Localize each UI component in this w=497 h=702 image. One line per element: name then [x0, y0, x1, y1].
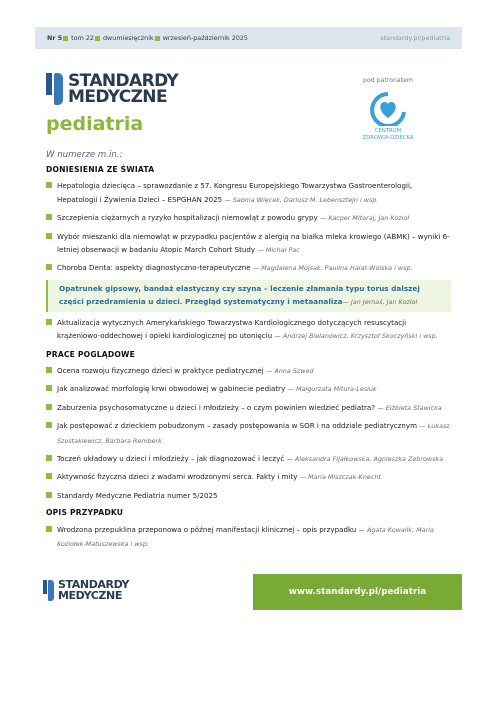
bullet-square-icon [46, 526, 52, 532]
journal-name: pediatria [46, 113, 144, 135]
section-title: PRACE POGLĄDOWE [46, 349, 135, 359]
article-title: Szczepienia ciężarnych a ryzyko hospitalizacji niemowląt z powodu grypy [57, 213, 318, 223]
top-info-bar [35, 27, 462, 49]
article-title: Aktualizacja wytycznych Amerykańskiego Towarzystwa Kardiologicznego dotyczących resuscytacji krążeniowo-oddechowej i opieki kardiologicznej po utonięciu [57, 317, 407, 341]
article-item[interactable] [46, 470, 451, 484]
patron-org-line1: CENTRUM [374, 128, 402, 134]
article-title: Choroba Denta: aspekty diagnostyczno-terapeutyczne [57, 263, 251, 273]
article-title: Wybór mieszanki dla niemowląt w przypadku pacjentów z alergią na białka mleka krowiego (ABMK) – wyniki 6-letniej obserwacji w badaniu Atopic March Cohort Study [57, 231, 450, 255]
bullet-square-icon [46, 385, 52, 391]
article-item[interactable] [46, 261, 451, 275]
featured-article-authors: — Jan Jernaś, Jan Kozioł [342, 298, 418, 307]
article-authors: — Małgorzata Mitura-Lesiuk [287, 385, 377, 394]
bullet-square-icon [46, 492, 52, 498]
heart-logo-icon [368, 90, 408, 126]
separator-square-icon [95, 36, 100, 41]
article-item[interactable] [46, 401, 451, 415]
article-item[interactable] [46, 230, 451, 258]
bullet-square-icon [46, 473, 52, 479]
patronage-block [356, 77, 420, 142]
bullet-square-icon [46, 455, 52, 461]
article-item[interactable] [46, 523, 451, 552]
article-authors: — Maria Miszczak-Knecht [299, 473, 381, 482]
site-url[interactable]: standardy.pl/pediatria [380, 34, 450, 42]
section-title: OPIS PRZYPADKU [46, 508, 124, 518]
article-authors: — Magdalena Mojsak, Paulina Halat-Wolska i wsp. [252, 264, 413, 273]
footer-logo [43, 580, 129, 601]
volume: tom 22 [71, 34, 94, 42]
article-item[interactable] [46, 211, 451, 225]
article-item[interactable] [46, 179, 451, 207]
in-this-issue-heading: W numerze m.in.: [46, 150, 123, 160]
article-title: Jak analizować morfologię krwi obwodowej w gabinecie pediatry [57, 384, 286, 394]
article-authors: — Michał Pac [257, 246, 300, 255]
article-title: Toczeń układowy u dzieci i młodzieży – jak diagnozować i leczyć [57, 454, 285, 463]
article-title: Standardy Medyczne Pediatria numer 5/2025 [57, 490, 218, 500]
article-title: Wrodzona przepuklina przeponowa o późnej manifestacji klinicznej – opis przypadku [57, 524, 357, 534]
article-authors: — Anna Szwed [266, 366, 314, 375]
footer-logo-line2: MEDYCZNE [58, 588, 122, 602]
article-item[interactable] [46, 419, 451, 448]
article-title: Aktywność fizyczna dzieci z wadami wrodzonymi serca. Fakty i mity [57, 472, 298, 482]
bullet-square-icon [46, 182, 52, 188]
separator-square-icon [155, 36, 160, 41]
patronage-label: pod patronatem [363, 77, 413, 84]
bullet-square-icon [46, 422, 52, 428]
table-of-contents [46, 163, 451, 555]
article-authors: — Agata Kowalik, Maria Koziołek-Matuszewska i wsp. [57, 525, 434, 549]
logo-mark-icon [43, 580, 54, 601]
featured-article[interactable] [46, 280, 451, 312]
standardy-medyczne-logo [46, 73, 178, 105]
frequency: dwumiesięcznik [102, 34, 154, 42]
issue-number: Nr 5 [47, 34, 63, 42]
article-item[interactable] [46, 489, 451, 502]
article-authors: — Kacper Mitoraj, Jan Kozioł [319, 214, 410, 223]
article-item[interactable] [46, 316, 451, 344]
logo-mark-icon [46, 73, 63, 105]
section-title: DONIESIENIA ZE ŚWIATA [46, 165, 155, 174]
article-authors: — Aleksandra Fijałkowska, Agnieszka Zebrowska [286, 455, 444, 463]
article-title: Zaburzenia psychosomatyczne u dzieci i młodzieży – o czym powinien wiedzieć pediatra? [57, 402, 376, 412]
article-item[interactable] [46, 382, 451, 396]
bullet-square-icon [46, 264, 52, 270]
separator-square-icon [63, 36, 68, 41]
article-title: Jak postępować z dzieckiem pobudzonym – zasady postępowania w SOR i na oddziale pediatrycznym [57, 421, 418, 431]
article-authors: — Andrzej Bielanowicz, Krzysztof Skoczyński i wsp. [274, 332, 438, 341]
featured-article-title: Opatrunek gipsowy, bandaż elastyczny czy szyna – leczenie złamania typu torus dalszej części przedramienia u dzieci. Przegląd systematyczny i metaanaliza [59, 283, 420, 307]
logo-line1: STANDARDY [68, 71, 179, 91]
article-authors: — Sabina Więcek, Dariusz M. Lebensztejn i wsp. [224, 195, 379, 204]
bullet-square-icon [46, 404, 52, 410]
logo-line2: MEDYCZNE [68, 87, 167, 107]
article-item[interactable] [46, 452, 451, 466]
article-authors: — Elżbieta Stawicka [377, 403, 442, 412]
article-title: Ocena rozwoju fizycznego dzieci w praktyce pediatrycznej [57, 365, 264, 375]
bullet-square-icon [46, 319, 52, 325]
article-item[interactable] [46, 364, 451, 378]
footer-url-banner[interactable] [253, 574, 462, 610]
period: wrzesień-październik 2025 [162, 34, 249, 42]
footer-logo-line1: STANDARDY [58, 578, 130, 591]
bullet-square-icon [46, 367, 52, 373]
patron-org-line2: ZDROWIA DZIECKA [362, 135, 414, 141]
article-title: Hepatologia dziecięca – sprawozdanie z 57. Kongresu Europejskiego Towarzystwa Gastroenterologii, Hepatologii i Żywienia Dzieci – ESPGHAN 2025 [57, 181, 413, 204]
bullet-square-icon [46, 214, 52, 220]
bullet-square-icon [46, 233, 52, 239]
article-authors: — Łukasz Szostakiewicz, Barbara Remberk [57, 422, 450, 445]
footer-url[interactable]: www.standardy.pl/pediatria [288, 587, 427, 597]
